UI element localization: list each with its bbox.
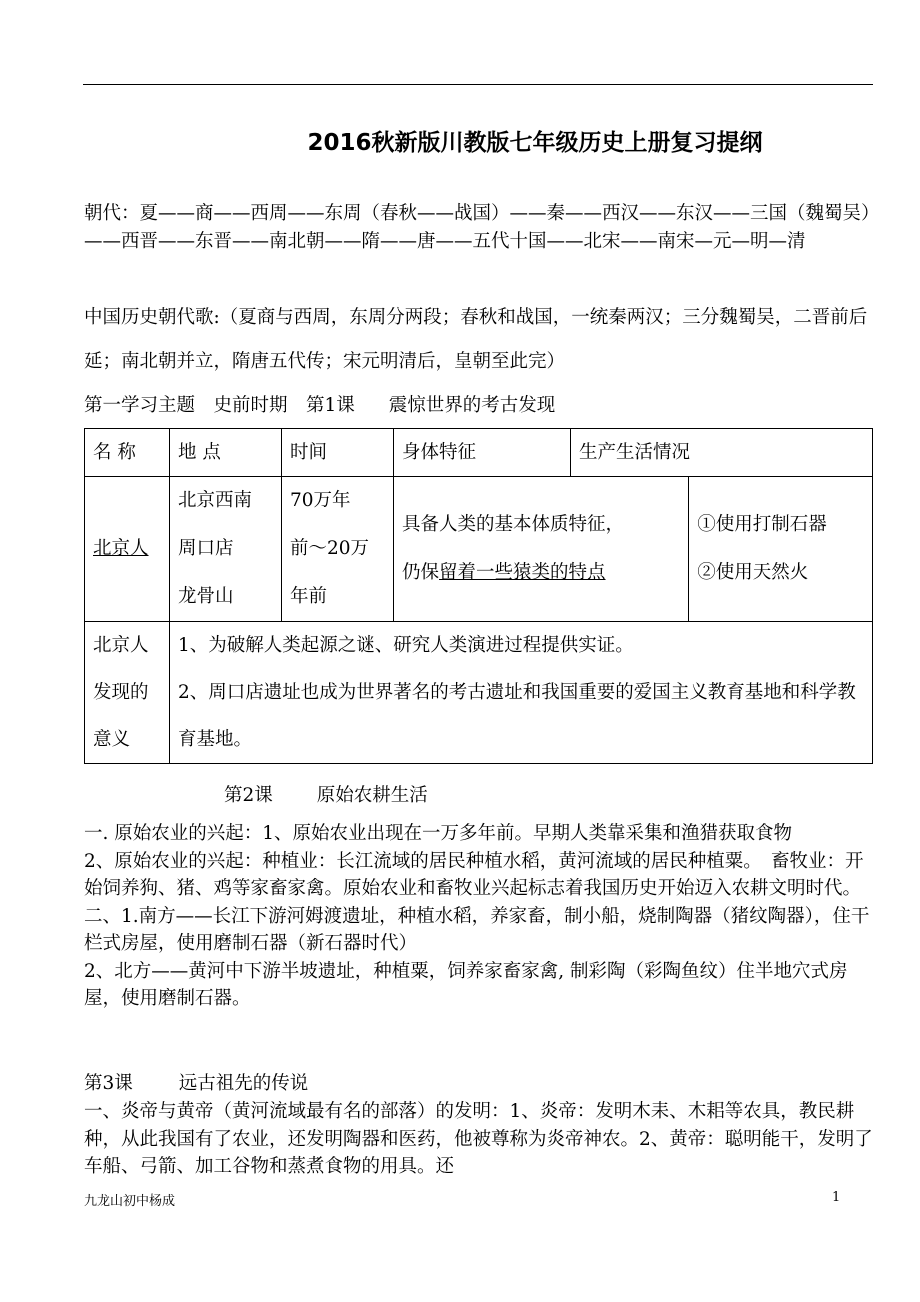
page-number: 1 bbox=[832, 1190, 841, 1205]
life-line: ①使用打制石器 bbox=[697, 514, 827, 535]
lesson3-heading bbox=[84, 1070, 874, 1098]
lesson2-title: 原始农耕生活 bbox=[316, 785, 428, 806]
life-cell bbox=[689, 477, 873, 622]
header-rule bbox=[83, 84, 873, 85]
label-line: 北京人 bbox=[93, 635, 149, 656]
features-line: 仍保 bbox=[402, 562, 440, 583]
lesson2-number: 第2课 bbox=[224, 785, 273, 806]
time-line: 前～20万 bbox=[290, 538, 370, 559]
dynasty-song: 中国历史朝代歌:（夏商与西周，东周分两段；春秋和战国，一统秦两汉；三分魏蜀吴，二晋前后延；南北朝并立，隋唐五代传；宋元明清后，皇朝至此完） bbox=[84, 307, 868, 372]
significance-label-cell bbox=[85, 622, 170, 764]
topic-heading-lesson: 第一学习主题 史前时期 第1课 bbox=[84, 395, 355, 416]
label-line: 意义 bbox=[93, 729, 131, 750]
features-cell bbox=[394, 477, 689, 622]
label-line: 发现的 bbox=[93, 682, 149, 703]
location-line: 北京西南 bbox=[178, 490, 253, 511]
page-title: 2016秋新版川教版七年级历史上册复习提纲 bbox=[307, 130, 763, 156]
peking-man-table bbox=[84, 428, 873, 764]
paragraph: 2、北方——黄河中下游半坡遗址，种植粟，饲养家畜家禽, 制彩陶（彩陶鱼纹）住半地穴式房屋，使用磨制石器。 bbox=[84, 960, 848, 1009]
topic-heading bbox=[84, 392, 874, 420]
peking-man-cell bbox=[85, 477, 170, 622]
features-line: 具备人类的基本体质特征， bbox=[402, 514, 625, 535]
lesson3-body: 一、炎帝与黄帝（黄河流域最有名的部落）的发明：1、炎帝：发明木耒、木耜等农具，教民耕种，从此我国有了农业，还发明陶器和医药，他被尊称为炎帝神农。2、黄帝：聪明能干，发明了车船、弓箭、加工谷物和蒸煮食物的用具。还 bbox=[84, 1101, 873, 1177]
table-row bbox=[85, 477, 873, 622]
table-header-row bbox=[85, 429, 873, 477]
significance-point: 1、为破解人类起源之谜、研究人类演进过程提供实证。 bbox=[178, 635, 634, 656]
lesson2-body bbox=[84, 820, 874, 1013]
header-name: 名 称 bbox=[85, 429, 170, 477]
time-cell bbox=[282, 477, 394, 622]
peking-man-link[interactable]: 北京人 bbox=[93, 538, 149, 559]
paragraph: 二、1.南方——长江下游河姆渡遗址，种植水稻，养家畜，制小船，烧制陶器（猪纹陶器），住干栏式房屋，使用磨制石器（新石器时代） bbox=[84, 905, 870, 954]
location-cell bbox=[170, 477, 282, 622]
lesson3-number: 第3课 bbox=[84, 1073, 133, 1094]
significance-content-cell bbox=[170, 622, 873, 764]
location-line: 周口店 bbox=[178, 538, 234, 559]
time-line: 年前 bbox=[290, 586, 328, 607]
life-line: ②使用天然火 bbox=[697, 562, 809, 583]
location-line: 龙骨山 bbox=[178, 586, 234, 607]
significance-point: 2、周口店遗址也成为世界著名的考古遗址和我国重要的爱国主义教育基地和科学教育基地。 bbox=[178, 682, 856, 750]
time-line: 70万年 bbox=[290, 490, 351, 511]
header-time: 时间 bbox=[282, 429, 394, 477]
header-location: 地 点 bbox=[170, 429, 282, 477]
features-underlined: 留着一些猿类的特点 bbox=[439, 562, 606, 583]
header-life: 生产生活情况 bbox=[571, 429, 873, 477]
paragraph: 2、原始农业的兴起：种植业：长江流域的居民种植水稻，黄河流域的居民种植粟。 畜牧业：开始饲养狗、猪、鸡等家畜家禽。原始农业和畜牧业兴起标志着我国历史开始迈入农耕文明时代。 bbox=[84, 850, 864, 899]
table-row bbox=[85, 622, 873, 764]
header-body-features: 身体特征 bbox=[394, 429, 571, 477]
topic-heading-title: 震惊世界的考古发现 bbox=[388, 395, 556, 416]
paragraph: 一. 原始农业的兴起：1、原始农业出现在一万多年前。早期人类靠采集和渔猎获取食物 bbox=[84, 823, 793, 844]
dynasty-list: 朝代：夏——商——西周——东周（春秋——战国）——秦——西汉——东汉——三国（魏蜀吴）——西晋——东晋——南北朝——隋——唐——五代十国——北宋——南宋—元—明—清 bbox=[84, 203, 871, 252]
lesson3-title: 远古祖先的传说 bbox=[178, 1073, 309, 1094]
lesson2-heading bbox=[224, 782, 624, 810]
footer-author: 九龙山初中杨成 bbox=[84, 1194, 176, 1209]
